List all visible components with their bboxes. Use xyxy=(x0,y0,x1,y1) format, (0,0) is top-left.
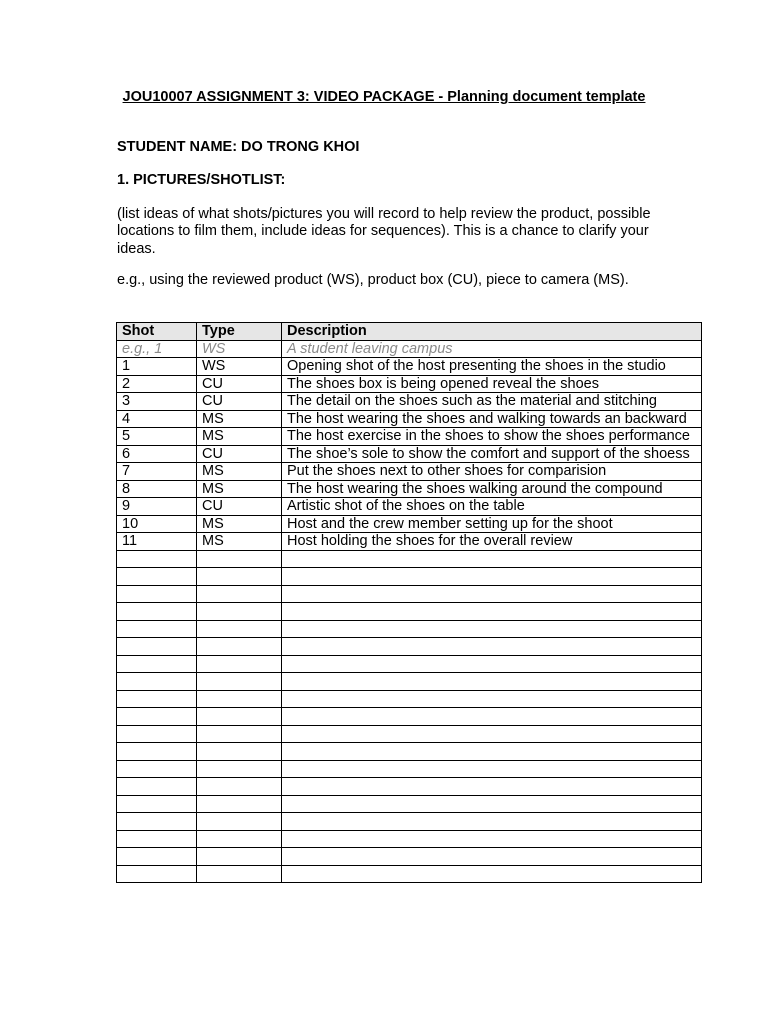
empty-cell-shot xyxy=(117,865,197,883)
cell-description: The host exercise in the shoes to show the shoes performance xyxy=(282,428,702,446)
header-shot: Shot xyxy=(117,323,197,341)
empty-cell-description xyxy=(282,865,702,883)
empty-cell-shot xyxy=(117,778,197,796)
empty-cell-description xyxy=(282,725,702,743)
empty-cell-shot xyxy=(117,655,197,673)
empty-table-row xyxy=(117,830,702,848)
cell-description: Host and the crew member setting up for the shoot xyxy=(282,515,702,533)
cell-type: MS xyxy=(197,410,282,428)
empty-table-row xyxy=(117,743,702,761)
empty-cell-type xyxy=(197,620,282,638)
table-row xyxy=(117,463,702,481)
empty-table-row xyxy=(117,585,702,603)
empty-cell-type xyxy=(197,848,282,866)
empty-cell-description xyxy=(282,778,702,796)
empty-cell-shot xyxy=(117,638,197,656)
empty-table-row xyxy=(117,708,702,726)
table-header-row xyxy=(117,323,702,341)
empty-cell-shot xyxy=(117,760,197,778)
empty-cell-type xyxy=(197,865,282,883)
empty-table-row xyxy=(117,673,702,691)
empty-table-row xyxy=(117,760,702,778)
section-heading: 1. PICTURES/SHOTLIST: xyxy=(117,172,286,188)
table-row xyxy=(117,428,702,446)
empty-cell-shot xyxy=(117,550,197,568)
example-paragraph: e.g., using the reviewed product (WS), product box (CU), piece to camera (MS). xyxy=(117,272,629,288)
empty-cell-type xyxy=(197,568,282,586)
empty-cell-shot xyxy=(117,673,197,691)
empty-cell-type xyxy=(197,603,282,621)
cell-type: CU xyxy=(197,393,282,411)
empty-cell-type xyxy=(197,638,282,656)
cell-shot: 1 xyxy=(117,358,197,376)
shotlist-table xyxy=(116,322,702,883)
empty-cell-description xyxy=(282,638,702,656)
empty-cell-type xyxy=(197,725,282,743)
cell-description: The shoe’s sole to show the comfort and support of the shoess xyxy=(282,445,702,463)
empty-table-row xyxy=(117,690,702,708)
empty-table-row xyxy=(117,865,702,883)
example-shot: e.g., 1 xyxy=(117,340,197,358)
cell-type: MS xyxy=(197,428,282,446)
empty-cell-shot xyxy=(117,708,197,726)
student-name: STUDENT NAME: DO TRONG KHOI xyxy=(117,139,360,155)
cell-shot: 3 xyxy=(117,393,197,411)
cell-description: Host holding the shoes for the overall review xyxy=(282,533,702,551)
empty-cell-description xyxy=(282,585,702,603)
document-title: JOU10007 ASSIGNMENT 3: VIDEO PACKAGE - Planning document template xyxy=(122,89,646,105)
empty-cell-description xyxy=(282,830,702,848)
table-row xyxy=(117,480,702,498)
cell-shot: 7 xyxy=(117,463,197,481)
empty-cell-shot xyxy=(117,795,197,813)
empty-table-row xyxy=(117,603,702,621)
table-row xyxy=(117,515,702,533)
cell-description: The host wearing the shoes walking around the compound xyxy=(282,480,702,498)
cell-type: CU xyxy=(197,375,282,393)
empty-cell-description xyxy=(282,760,702,778)
empty-cell-type xyxy=(197,813,282,831)
empty-cell-type xyxy=(197,778,282,796)
cell-description: The host wearing the shoes and walking towards an backward xyxy=(282,410,702,428)
empty-cell-description xyxy=(282,743,702,761)
empty-cell-shot xyxy=(117,585,197,603)
example-type: WS xyxy=(197,340,282,358)
empty-cell-description xyxy=(282,795,702,813)
table-row xyxy=(117,393,702,411)
empty-cell-shot xyxy=(117,830,197,848)
empty-cell-shot xyxy=(117,743,197,761)
cell-shot: 2 xyxy=(117,375,197,393)
empty-cell-type xyxy=(197,743,282,761)
empty-table-row xyxy=(117,795,702,813)
table-row xyxy=(117,375,702,393)
cell-description: The shoes box is being opened reveal the shoes xyxy=(282,375,702,393)
example-description: A student leaving campus xyxy=(282,340,702,358)
cell-shot: 9 xyxy=(117,498,197,516)
empty-table-row xyxy=(117,550,702,568)
header-type: Type xyxy=(197,323,282,341)
empty-cell-shot xyxy=(117,568,197,586)
cell-type: CU xyxy=(197,445,282,463)
empty-cell-type xyxy=(197,830,282,848)
cell-shot: 10 xyxy=(117,515,197,533)
empty-cell-description xyxy=(282,603,702,621)
empty-table-row xyxy=(117,638,702,656)
empty-cell-description xyxy=(282,655,702,673)
table-row xyxy=(117,533,702,551)
empty-cell-description xyxy=(282,673,702,691)
empty-cell-shot xyxy=(117,848,197,866)
empty-table-row xyxy=(117,725,702,743)
cell-shot: 4 xyxy=(117,410,197,428)
empty-table-row xyxy=(117,778,702,796)
empty-cell-shot xyxy=(117,603,197,621)
empty-cell-description xyxy=(282,708,702,726)
empty-table-row xyxy=(117,620,702,638)
cell-type: MS xyxy=(197,515,282,533)
cell-type: MS xyxy=(197,480,282,498)
cell-description: The detail on the shoes such as the material and stitching xyxy=(282,393,702,411)
empty-table-row xyxy=(117,568,702,586)
empty-cell-description xyxy=(282,620,702,638)
empty-table-row xyxy=(117,813,702,831)
cell-description: Opening shot of the host presenting the shoes in the studio xyxy=(282,358,702,376)
empty-cell-type xyxy=(197,690,282,708)
empty-cell-type xyxy=(197,550,282,568)
cell-description: Artistic shot of the shoes on the table xyxy=(282,498,702,516)
empty-table-row xyxy=(117,655,702,673)
cell-shot: 5 xyxy=(117,428,197,446)
empty-cell-type xyxy=(197,585,282,603)
empty-cell-description xyxy=(282,690,702,708)
cell-description: Put the shoes next to other shoes for comparision xyxy=(282,463,702,481)
example-row xyxy=(117,340,702,358)
empty-cell-type xyxy=(197,760,282,778)
empty-cell-type xyxy=(197,655,282,673)
cell-type: MS xyxy=(197,463,282,481)
empty-cell-shot xyxy=(117,690,197,708)
cell-shot: 6 xyxy=(117,445,197,463)
cell-shot: 8 xyxy=(117,480,197,498)
empty-cell-description xyxy=(282,568,702,586)
table-row xyxy=(117,498,702,516)
header-description: Description xyxy=(282,323,702,341)
empty-cell-type xyxy=(197,795,282,813)
empty-cell-description xyxy=(282,848,702,866)
table-row xyxy=(117,358,702,376)
empty-cell-type xyxy=(197,708,282,726)
empty-cell-description xyxy=(282,813,702,831)
table-row xyxy=(117,410,702,428)
table-row xyxy=(117,445,702,463)
empty-table-row xyxy=(117,848,702,866)
empty-cell-type xyxy=(197,673,282,691)
instructions-paragraph: (list ideas of what shots/pictures you will record to help review the product, possible locations to film them, include ideas for sequences). This is a chance to clarify your ideas. xyxy=(117,206,651,257)
empty-cell-description xyxy=(282,550,702,568)
empty-cell-shot xyxy=(117,620,197,638)
cell-shot: 11 xyxy=(117,533,197,551)
empty-cell-shot xyxy=(117,813,197,831)
cell-type: WS xyxy=(197,358,282,376)
cell-type: MS xyxy=(197,533,282,551)
empty-cell-shot xyxy=(117,725,197,743)
cell-type: CU xyxy=(197,498,282,516)
